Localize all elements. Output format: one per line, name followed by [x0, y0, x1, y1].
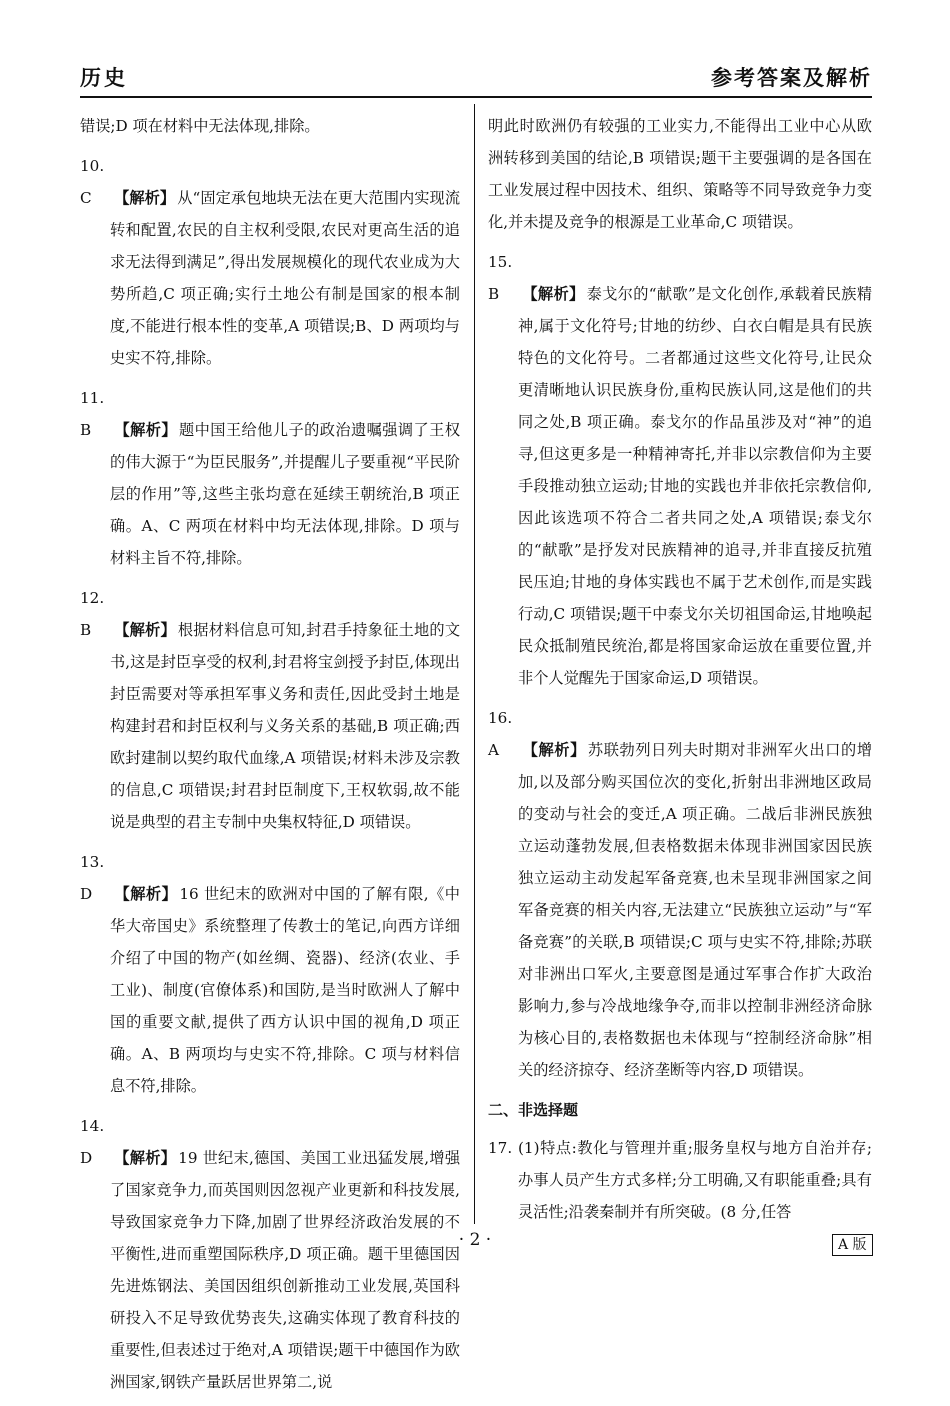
answer-number: 17. [488, 1139, 513, 1157]
continuation-text: 明此时欧洲仍有较强的工业实力,不能得出工业中心从欧洲转移到美国的结论,B 项错误;题干主要强调的是各国在工业发展过程中因技术、组织、策略等不同导致竞争力变化,并未提及竞争的根源是工业革命,C 项错误。 [488, 117, 872, 231]
answer-number: 11. B [80, 389, 105, 439]
analysis-tag: 【解析】 [114, 885, 178, 903]
answer-item-10 [80, 150, 460, 374]
answer-number: 16. A [488, 709, 513, 759]
answer-item-17 [488, 1132, 872, 1228]
page-number: · 2 · [458, 1230, 492, 1250]
header-rule [80, 96, 872, 98]
answer-number: 15. B [488, 253, 513, 303]
right-column [488, 110, 872, 1236]
answer-text: 苏联勃列日列夫时期对非洲军火出口的增加,以及部分购买国位次的变化,折射出非洲地区政局的变动与社会的变迁,A 项正确。二战后非洲民族独立运动蓬勃发展,但表格数据未体现非洲国家因民族独立运动主动发起军备竞赛,也未呈现非洲国家之间军备竞赛的相关内容,无法建立“民族独立运动”与“军备竞赛”的关联,B 项错误;C 项与史实不符,排除;苏联对非洲出口军火,主要意图是通过军事合作扩大政治影响力,参与冷战地缘争夺,而非以控制非洲经济命脉为核心目的,表格数据也未体现与“控制经济命脉”相关的经济掠夺、经济垄断等内容,D 项错误。 [518, 741, 873, 1079]
answer-text: 题中国王给他儿子的政治遗嘱强调了王权的伟大源于“为臣民服务”,并提醒儿子要重视“平民阶层的作用”等,这些主张均意在延续王朝统治,B 项正确。A、C 两项在材料中均无法体现,排除。D 项与材料主旨不符,排除。 [110, 421, 461, 567]
answer-item-14 [80, 1110, 460, 1398]
answer-item-15 [488, 246, 872, 694]
analysis-tag: 【解析】 [522, 741, 586, 759]
answer-text: (1)特点:教化与管理并重;服务皇权与地方自治并存;办事人员产生方式多样;分工明确,又有职能重叠;具有灵活性;沿袭秦制并有所突破。(8 分,任答 [518, 1139, 872, 1221]
answer-item-11 [80, 382, 460, 574]
analysis-tag: 【解析】 [114, 621, 176, 639]
analysis-tag: 【解析】 [114, 189, 176, 207]
subject-label: 历史 [80, 65, 128, 90]
answer-text: 根据材料信息可知,封君手持象征土地的文书,这是封臣享受的权利,封君将宝剑授予封臣,体现出封臣需要对等承担军事义务和责任,因此受封土地是构建封君和封臣权利与义务关系的基础,B 项正确;西欧封建制以契约取代血缘,A 项错误;材料未涉及宗教的信息,C 项错误;封君封臣制度下,王权软弱,故不能说是典型的君主专制中央集权特征,D 项错误。 [110, 621, 461, 831]
answer-text: 从“固定承包地块无法在更大范围内实现流转和配置,农民的自主权利受限,农民对更高生活的追求无法得到满足”,得出发展规模化的现代农业成为大势所趋,C 项正确;实行土地公有制是国家的根本制度,不能进行根本性的变革,A 项错误;B、D 两项均与史实不符,排除。 [110, 189, 461, 367]
version-badge: A 版 [832, 1234, 873, 1256]
left-column [80, 110, 460, 1406]
doc-title: 参考答案及解析 [711, 65, 872, 90]
answer-item-16 [488, 702, 872, 1086]
column-divider [474, 104, 475, 1224]
section-title: 二、非选择题 [488, 1101, 579, 1119]
page-header [80, 58, 872, 94]
answer-number: 12. B [80, 589, 105, 639]
answer-item-13 [80, 846, 460, 1102]
answer-number: 14. D [80, 1117, 105, 1167]
answer-number: 13. D [80, 853, 105, 903]
continuation-text: 错误;D 项在材料中无法体现,排除。 [80, 117, 320, 135]
answer-text: 16 世纪末的欧洲对中国的了解有限,《中华大帝国史》系统整理了传教士的笔记,向西方详细介绍了中国的物产(如丝绸、瓷器)、经济(农业、手工业)、制度(官僚体系)和国防,是当时欧洲人了解中国的重要文献,提供了西方认识中国的视角,D 项正确。A、B 两项均与史实不符,排除。C 项与材料信息不符,排除。 [110, 885, 460, 1095]
analysis-tag: 【解析】 [114, 421, 177, 439]
analysis-tag: 【解析】 [522, 285, 585, 303]
answer-number: 10. C [80, 157, 105, 207]
answer-text: 19 世纪末,德国、美国工业迅猛发展,增强了国家竞争力,而英国则因忽视产业更新和科技发展,导致国家竞争力下降,加剧了世界经济政治发展的不平衡性,进而重塑国际秩序,D 项正确。题干里德国因先进炼钢法、美国因组织创新推动工业发展,英国科研投入不足导致优势丧失,这确实体现了教育科技的重要性,但表述过于绝对,A 项错误;题干中德国作为欧洲国家,钢铁产量跃居世界第二,说 [110, 1149, 461, 1391]
analysis-tag: 【解析】 [114, 1149, 177, 1167]
answer-item-12 [80, 582, 460, 838]
answer-text: 泰戈尔的“献歌”是文化创作,承载着民族精神,属于文化符号;甘地的纺纱、白衣白帽是具有民族特色的文化符号。二者都通过这些文化符号,让民众更清晰地认识民族身份,重构民族认同,这是他们的共同之处,B 项正确。泰戈尔的作品虽涉及对“神”的追寻,但这更多是一种精神寄托,并非以宗教信仰为主要手段推动独立运动;甘地的实践也并非依托宗教信仰,因此该选项不符合二者共同之处,A 项错误;泰戈尔的“献歌”是抒发对民族精神的追寻,并非直接反抗殖民压迫;甘地的身体实践也不属于艺术创作,而是实践行动,C 项错误;题干中泰戈尔关切祖国命运,甘地唤起民众抵制殖民统治,都是将国家命运放在重要位置,并非个人觉醒先于国家命运,D 项错误。 [518, 285, 873, 687]
